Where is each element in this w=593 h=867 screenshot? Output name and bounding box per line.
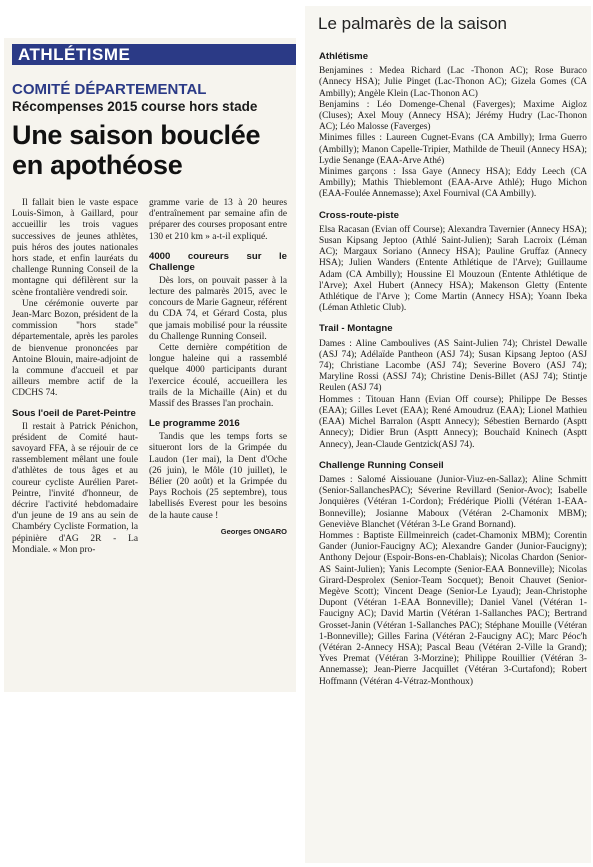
article-headline: Une saison bouclée en apothéose	[12, 120, 261, 180]
results-paragraph: Minimes garçons : Issa Gaye (Annecy HSA); Eddy Leech (CA Ambilly); Mathis Thieblemont (EAA-Arve Athlé); Hugo Michon (EAA-Foulée Annemasse); Axel Fournival (CA Ambilly).	[319, 167, 587, 200]
byline: Georges ONGARO	[220, 526, 287, 536]
results-paragraph: Benjamins : Léo Domenge-Chenal (Faverges); Maxime Aigloz (Cluses); Axel Mouy (Annecy HSA); Jérémy Hudry (Lac-Thonon AC); Léo Malosse (Faverges)	[319, 99, 587, 133]
subheading: Sous l'oeil de Paret-Peintre	[12, 407, 136, 419]
section-rubric	[12, 44, 296, 65]
article-column-1	[12, 198, 138, 556]
results-paragraph: Dames : Aline Camboulives (AS Saint-Julien 74); Christel Dewalle (ASJ 74); Adélaïde Pantheon (ASJ 74); Susan Kipsang Jeptoo (ASJ 74); Christiane Lacombe (ASJ 74); Severine Bovero (ASJ 74); Maryline Rossi (ASSJ 74); Christine Denis-Billet (ASJ 74); Stintje Reulen (ASJ 74)	[319, 338, 587, 394]
results-paragraph: Hommes : Titouan Hann (Evian Off course); Philippe De Besses (EAA); Gilles Levet (EAA); René Amoudruz (EAA); Lionel Mathieu (EAA) Michel Barralon (Asptt Annecy); Sébestien Bernardo (Asptt Annecy); Didier Brun (Asptt Annecy); Bouchaïd Kninech (Asptt Annecy), Jean-Claude Gentzick(ASJ 74).	[319, 394, 587, 450]
category-heading: Cross-route-piste	[319, 209, 399, 221]
article-deck: Récompenses 2015 course hors stade	[12, 99, 258, 114]
results-paragraph: Hommes : Baptiste Eillmeinreich (cadet-Chamonix MBM); Corentin Gander (Junior-Faucigny AC); Alexandre Gander (Junior-Faucigny); Anthony Dejour (Espoir-Bons-en-Chablais); Nicolas Chardon (Senior-AS Saint-Julien); Yanis Lecompte (Senior-EAA Bonneville); Nicolas Girard-Desprolex (Senior-Team Socquet); Benoit Chauvet (Senior-Megève Scott); Vincent Deage (Senior-Le Lyaud); Jean-Christophe Dupont (Vétéran 1-EAA Bonneville); Daniel Vanel (Vétéran 1-Faucigny AC); David Martin (Vétéran 1-Sallanches PAC); Bertrand Grosset-Janin (Vétéran 1-Sallanches PAC); Stéphane Mouille (Vétéran 1-Bonneville); Gilles Farina (Vétéran 2-Faucigny AC); Marc Péoc'h (Vétéran 2-Annecy HSA); Pascal Beau (Vétéran 2-Ville la Grand); Yves Premat (Vétéran 3-Morzine); Philippe Rouillier (Vétéran 3-Annemasse); Jean-Pierre Jacquillet (Vétéran 3-Curtafond); Robert Hoffmann (Vétéran 4-Vétraz-Monthoux)	[319, 530, 587, 687]
subheading: Le programme 2016	[149, 418, 240, 430]
paragraph: Une cérémonie ouverte par Jean-Marc Bozon, président de la commission "hors stade" départementale, après les paroles de bienvenue prononcées par Antoine Blouin, maire-adjoint de la commune d'accueil et par ailleurs membre actif de la CDCHS 74.	[12, 298, 138, 399]
results-paragraph: Minimes filles : Laureen Cugnet-Evans (CA Ambilly); Irma Guerro (Ambilly); Manon Capelle-Tripier, Mathilde de Theuil (Annecy HSA); Lydie Senange (EAA-Arve Athé)	[319, 133, 587, 166]
results-paragraph: Benjamines : Medea Richard (Lac -Thonon AC); Rose Buraco (Annecy HSA); Julie Pinget (Lac-Thonon AC); Gizela Gomes (CA Ambilly); Angèle Klein (Lac-Thonon AC)	[319, 66, 587, 99]
paragraph: Il fallait bien le vaste espace Louis-Simon, à Gaillard, pour accueillir les trois vagues successives de jeunes athlètes, puis héros des joutes nationales hors stade, et enfin lauréats du challenge Running Conseil de la montagne qui défilèrent sur la scène frontalière vendredi soir.	[12, 198, 138, 298]
results-paragraph: Elsa Racasan (Evian off Course); Alexandra Tavernier (Annecy HSA); Susan Kipsang Jeptoo (Athlé Saint-Julien); Sarah Lacroix (Léman AC); Margaux Soriano (Annecy HSA); Pauline Gruffaz (Annecy HSA); Julien Wanders (Entente Athlétique de l'Arve); Guillaume Adam (CA Ambilly); Houssine El Mouzoun (Entente Athlétique de l'Arve); Axel Hubert (Annecy HSA); Makenson Gletty (Entente Athlétique de l'Arve ); Come Martin (Annecy HSA); Yoann Ibeka (Léman Athletic Club).	[319, 224, 587, 314]
rubric-label: ATHLÉTISME	[18, 45, 131, 64]
subheading: 4000 coureurs sur le Challenge	[149, 250, 287, 273]
category-heading: Challenge Running Conseil	[319, 459, 444, 471]
paragraph: Tandis que les temps forts se situeront lors de la Grimpée du Laudon (1er mai), la Dent d'Oche (26 juin), le Môle (10 juillet), le Bélier (20 août) et la Grimpée du Pays Rochois (25 septembre), tous labellisés Everest pour les besoins de la haute cause !	[149, 432, 287, 521]
article-clipping	[4, 38, 296, 692]
results-clipping	[305, 6, 591, 863]
article-column-2	[149, 198, 287, 537]
results-title: Le palmarès de la saison	[318, 14, 508, 33]
paragraph: Cette dernière compétition de longue haleine qui a rassemblé quelque 4000 participants durant l'exercice écoulé, accueillera les trails de la Michaille (Ain) et du Massif des Brasses l'an prochain.	[149, 343, 287, 410]
category-heading: Athlétisme	[319, 51, 369, 62]
results-paragraph: Dames : Salomé Aissiouane (Junior-Viuz-en-Sallaz); Aline Schmitt (Senior-SallanchesPAC); Séverine Revillard (Senior-Avoc); Isabelle Jonquières (Vétéran 1-Cordon); Frédérique Piolli (Vétéran 1-EAA-Bonneville); Josianne Maboux (Vétéran 2-Chamonix MBM); Geneviève Blanchet (Vétéran 3-Le Grand Bornand).	[319, 474, 587, 530]
paragraph: gramme varie de 13 à 20 heures d'entraînement par semaine afin de préparer des courses proposant entre 130 et 210 km » a-t-il expliqué.	[149, 198, 287, 242]
paragraph: Dès lors, on pouvait passer à la lecture des palmarès 2015, avec le concours de Marie Gagneur, référent du CDA 74, et Gérard Costa, plus que jamais mobilisé pour la réussite du Challenge Running Conseil.	[149, 275, 287, 342]
category-heading: Trail - Montagne	[319, 323, 393, 335]
article-kicker: COMITÉ DÉPARTEMENTAL	[12, 81, 207, 98]
results-body	[319, 51, 587, 688]
paragraph: Il restait à Patrick Pénichon, président de Comité haut-savoyard FFA, à se réjouir de ce rassemblement mêlant une foule d'athlètes de tous âges et au coureur cycliste Aurélien Paret-Peintre, l'invité d'honneur, de décrire l'activité hebdomadaire d'un jeune de 19 ans au sein de Chambéry Cycliste Formation, la pépinière d'AG 2R - La Mondiale. « Mon pro-	[12, 421, 138, 555]
